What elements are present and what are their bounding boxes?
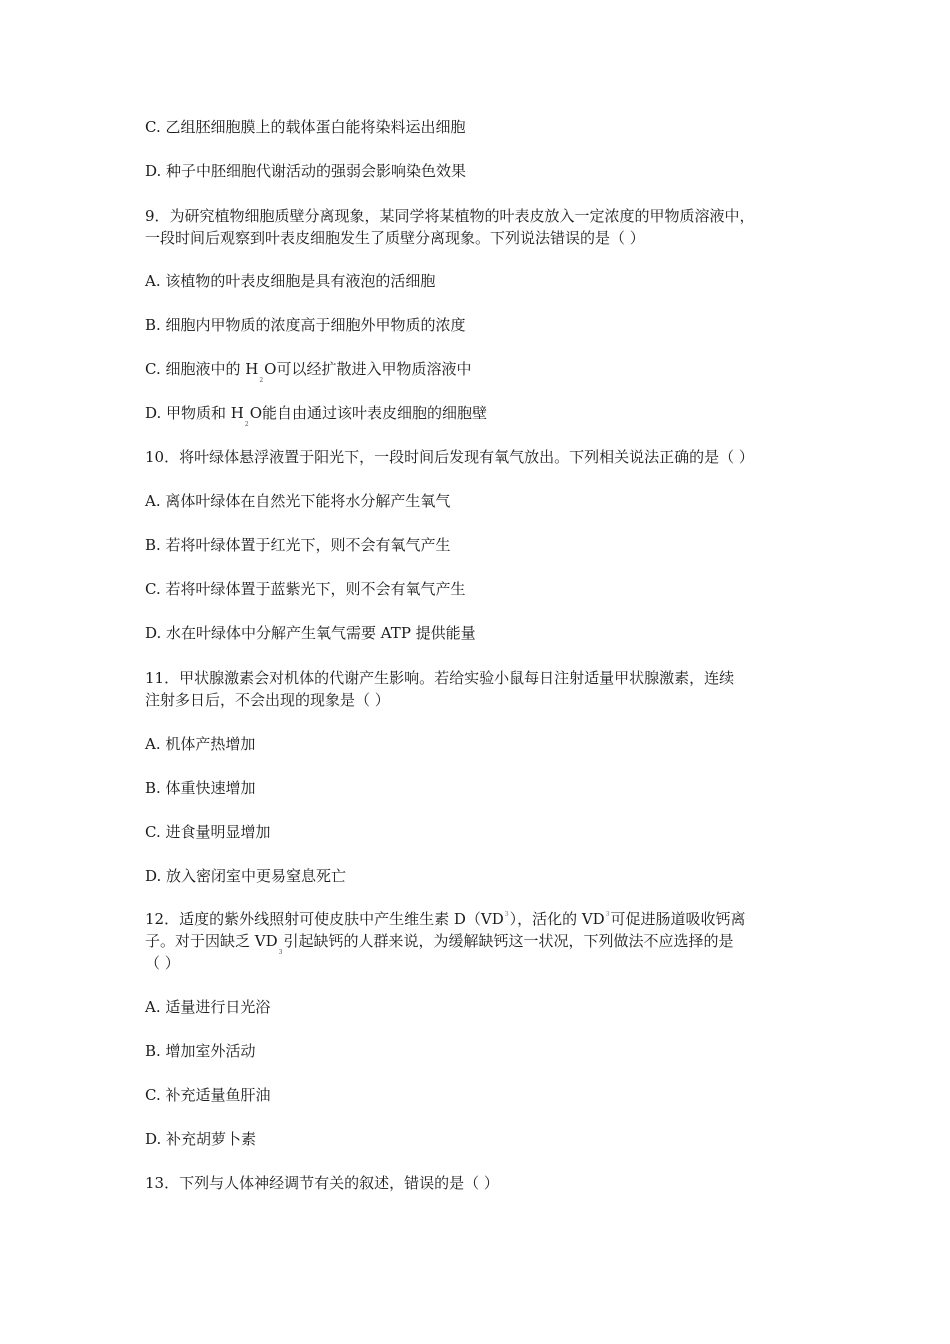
q10-stem: 10．将叶绿体悬浮液置于阳光下，一段时间后发现有氧气放出。下列相关说法正确的是（ ） bbox=[145, 448, 754, 466]
q10-option-d: D. 水在叶绿体中分解产生氧气需要 ATP 提供能量 bbox=[145, 624, 476, 642]
q9-option-d-o: O bbox=[249, 404, 263, 422]
vd3-subscript: 3 bbox=[278, 949, 283, 956]
h2o-subscript: 2 bbox=[244, 421, 249, 428]
vd3-subscript: 3 bbox=[504, 911, 509, 918]
q11-option-c: C. 进食量明显增加 bbox=[145, 823, 271, 841]
q11-option-d: D. 放入密闭室中更易窒息死亡 bbox=[145, 867, 347, 885]
q13-stem: 13．下列与人体神经调节有关的叙述，错误的是（ ） bbox=[145, 1174, 499, 1192]
q10-option-a: A. 离体叶绿体在自然光下能将水分解产生氧气 bbox=[145, 492, 451, 510]
q12-line1-c: 可促进肠道吸收钙离 bbox=[610, 910, 746, 928]
q8-option-c: C. 乙组胚细胞膜上的载体蛋白能将染料运出细胞 bbox=[145, 118, 466, 136]
vd3-subscript: 3 bbox=[605, 911, 610, 918]
q12-line1-b: ），活化的 VD bbox=[509, 910, 605, 928]
q9-option-a: A. 该植物的叶表皮细胞是具有液泡的活细胞 bbox=[145, 272, 436, 290]
q12-option-d: D. 补充胡萝卜素 bbox=[145, 1130, 257, 1148]
q12-option-c: C. 补充适量鱼肝油 bbox=[145, 1086, 271, 1104]
h2o-subscript: 2 bbox=[259, 377, 264, 384]
q9-option-b: B. 细胞内甲物质的浓度高于细胞外甲物质的浓度 bbox=[145, 316, 466, 334]
q11-stem-line2: 注射多日后，不会出现的现象是（ ） bbox=[145, 691, 390, 709]
q9-option-d-suffix: 能自由通过该叶表皮细胞的细胞壁 bbox=[262, 404, 488, 422]
q9-option-d-prefix: D. 甲物质和 H bbox=[145, 404, 244, 422]
q12-option-b: B. 增加室外活动 bbox=[145, 1042, 256, 1060]
q9-option-c-suffix: 可以经扩散进入甲物质溶液中 bbox=[276, 360, 472, 378]
q9-stem-line1: 9．为研究植物细胞质壁分离现象，某同学将某植物的叶表皮放入一定浓度的甲物质溶液中， bbox=[145, 207, 755, 225]
q9-option-c-o: O bbox=[264, 360, 277, 378]
q12-line1-a: 12．适度的紫外线照射可使皮肤中产生维生素 D（VD bbox=[145, 910, 504, 928]
q9-option-c-prefix: C. 细胞液中的 H bbox=[145, 360, 259, 378]
q9-stem-line2: 一段时间后观察到叶表皮细胞发生了质壁分离现象。下列说法错误的是（ ） bbox=[145, 229, 645, 247]
q12-option-a: A. 适量进行日光浴 bbox=[145, 998, 271, 1016]
q10-option-c: C. 若将叶绿体置于蓝紫光下，则不会有氧气产生 bbox=[145, 580, 466, 598]
q9-option-d bbox=[145, 402, 825, 428]
q12-line2-a: 子。对于因缺乏 VD bbox=[145, 932, 278, 950]
q12-stem-line3: （ ） bbox=[145, 954, 180, 972]
q9-option-c bbox=[145, 358, 825, 384]
q12-line2-b: 引起缺钙的人群来说，为缓解缺钙这一状况，下列做法不应选择的是 bbox=[283, 932, 734, 950]
q11-option-a: A. 机体产热增加 bbox=[145, 735, 256, 753]
q11-stem-line1: 11．甲状腺激素会对机体的代谢产生影响。若给实验小鼠每日注射适量甲状腺激素，连续 bbox=[145, 669, 735, 687]
q8-option-d: D. 种子中胚细胞代谢活动的强弱会影响染色效果 bbox=[145, 162, 467, 180]
q11-option-b: B. 体重快速增加 bbox=[145, 779, 256, 797]
q10-option-b: B. 若将叶绿体置于红光下，则不会有氧气产生 bbox=[145, 536, 451, 554]
